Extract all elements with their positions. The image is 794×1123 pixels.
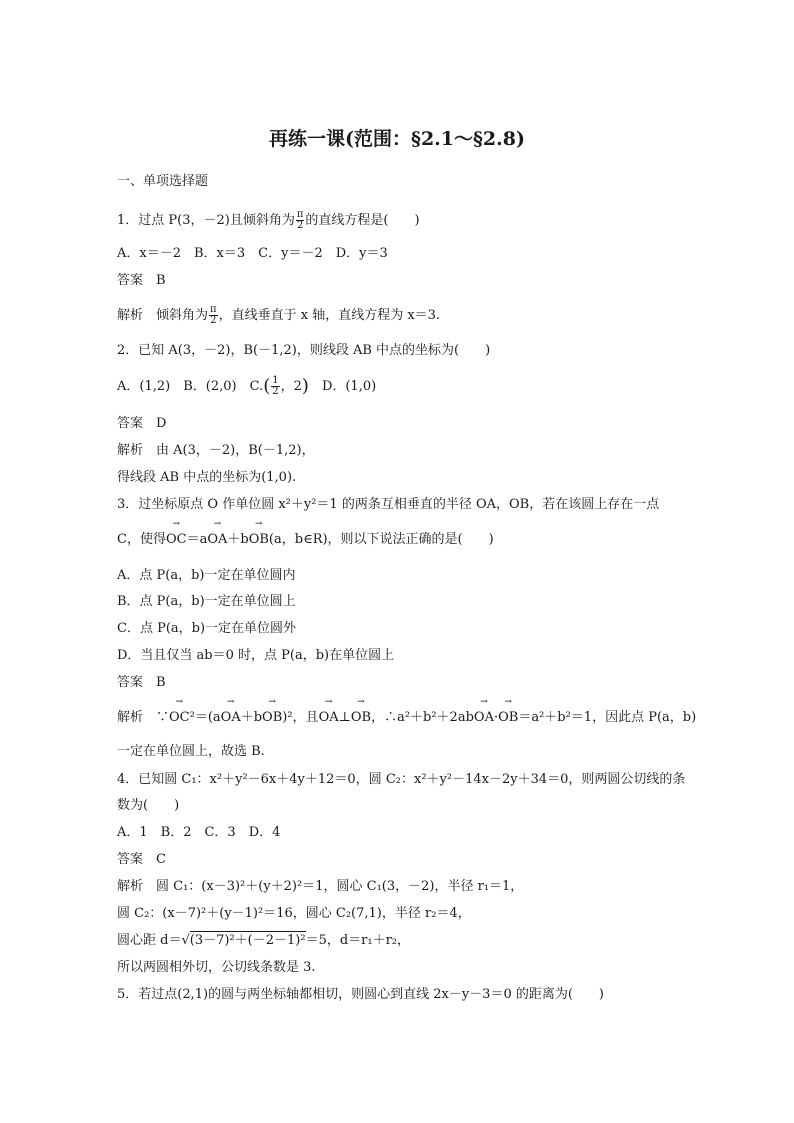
q2-options: A．(1,2) B．(2,0) C.( $\frac{1}{2}$ ，2) D．(1,0) [117, 375, 377, 397]
sqrt-radicand: (3－7)²＋(－2－1)² [189, 933, 306, 948]
q4-analysis-2: 圆 C₂：(x－7)²＋(y－1)²＝16，圆心 C₂(7,1)，半径 r₂＝4， [117, 906, 471, 921]
vector-ob: → OB [262, 709, 282, 727]
vector-oa: → OA [319, 709, 339, 727]
q4-stem-2: 数为( ) [117, 798, 180, 813]
q1-options: A．x＝－2 B．x＝3 C．y＝－2 D．y＝3 [117, 246, 388, 261]
vector-oa: → OA [221, 709, 241, 727]
q1-answer: 答案 B [117, 273, 166, 288]
fraction-pi-over-2: $\frac{\pi}{2}$ [210, 304, 217, 326]
section-title: 一、单项选择题 [117, 174, 209, 189]
q3-stem-1: 3．过坐标原点 O 作单位圆 x²＋y²＝1 的两条互相垂直的半径 OA，OB，若在该圆上存在一点 [117, 497, 660, 512]
q1-stem: 1．过点 P(3，－2)且倾斜角为 $\frac{\pi}{2}$ 的直线方程是( ) [117, 209, 420, 231]
vector-ob: → OB [351, 709, 371, 727]
sqrt-sign: √ [181, 933, 190, 948]
q3-analysis-1: 解析 ∵→ OC²＝(a→ OA＋b→ OB)²，且→ OA⊥→ OB，∴a²＋b²＋2ab→ OA·→ OB＝a²＋b²＝1，因此点 P(a，b) [117, 709, 696, 727]
q2-analysis-1: 解析 由 A(3，－2)，B(－1,2)， [117, 443, 315, 458]
q3-option-d: D．当且仅当 ab＝0 时，点 P(a，b)在单位圆上 [117, 648, 395, 663]
vector-oc: → OC [169, 709, 190, 727]
vector-ob: → OB [498, 709, 518, 727]
q3-analysis-2: 一定在单位圆上，故选 B. [117, 744, 265, 759]
q4-analysis-1: 解析 圆 C₁：(x－3)²＋(y＋2)²＝1，圆心 C₁(3，－2)，半径 r₁＝1， [117, 879, 524, 894]
q2-stem: 2．已知 A(3，－2)，B(－1,2)，则线段 AB 中点的坐标为( ) [117, 343, 491, 358]
q4-analysis-4: 所以两圆相外切，公切线条数是 3. [117, 960, 316, 975]
q3-option-b: B．点 P(a，b)一定在单位圆上 [117, 594, 296, 609]
q1-analysis: 解析 倾斜角为 $\frac{\pi}{2}$ ，直线垂直于 x 轴，直线方程为 x＝3. [117, 304, 441, 326]
q4-stem-1: 4．已知圆 C₁：x²＋y²－6x＋4y＋12＝0，圆 C₂：x²＋y²－14x－2y＋34＝0，则两圆公切线的条 [117, 772, 686, 787]
q5-stem: 5．若过点(2,1)的圆与两坐标轴都相切，则圆心到直线 2x－y－3＝0 的距离为( ) [117, 987, 604, 1002]
q3-stem-2: C，使得→ OC＝a→ OA＋b→ OB(a，b∈R)，则以下说法正确的是( ) [117, 531, 494, 549]
q3-answer: 答案 B [117, 675, 166, 690]
vector-ob: → OB [249, 531, 269, 549]
vector-oa: → OA [474, 709, 494, 727]
q4-options: A．1 B．2 C．3 D．4 [117, 825, 281, 840]
fraction-one-half: $\frac{1}{2}$ [272, 375, 279, 397]
q2-analysis-2: 得线段 AB 中点的坐标为(1,0). [117, 470, 297, 485]
fraction-pi-over-2: $\frac{\pi}{2}$ [296, 209, 304, 231]
vector-oa: → OA [207, 531, 227, 549]
q3-option-a: A．点 P(a，b)一定在单位圆内 [117, 568, 296, 583]
q4-answer: 答案 C [117, 852, 166, 867]
vector-oc: → OC [166, 531, 187, 549]
page-title: 再练一课(范围：§2.1～§2.8) [269, 128, 525, 150]
q3-option-c: C．点 P(a，b)一定在单位圆外 [117, 621, 297, 636]
q2-answer: 答案 D [117, 416, 167, 431]
q4-analysis-3: 圆心距 d＝√(3－7)²＋(－2－1)²＝5，d＝r₁＋r₂， [117, 933, 411, 948]
